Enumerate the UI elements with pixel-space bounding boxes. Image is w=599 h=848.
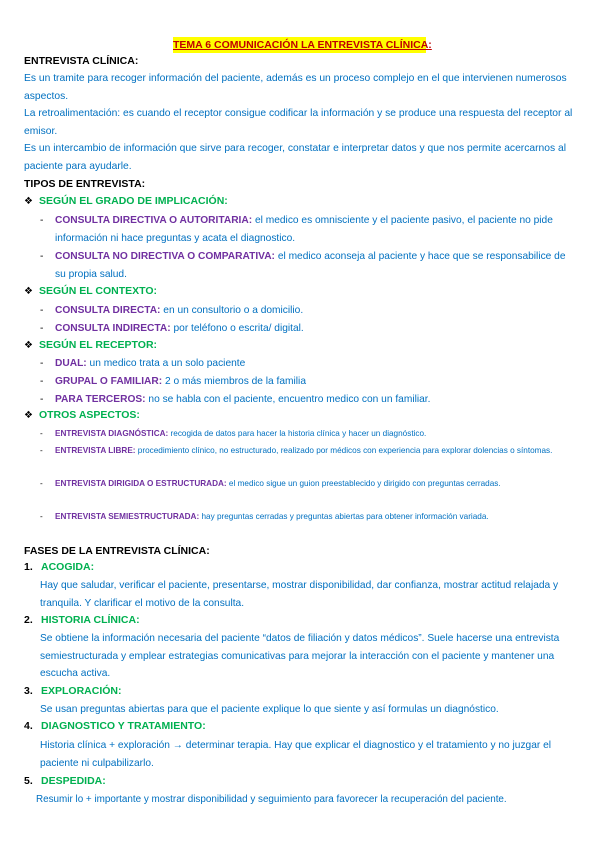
diamond-bullet-icon: ❖: [24, 196, 33, 207]
phase-title: ACOGIDA:: [41, 561, 95, 573]
item-text: en un consultorio o a domicilio.: [163, 305, 304, 316]
dash-bullet-icon: -: [40, 323, 44, 334]
item-text: el medico aconseja al paciente y hace que se responsabilice de su propia salud.: [55, 251, 566, 280]
item-label: CONSULTA DIRECTIVA O AUTORITARIA:: [55, 215, 253, 226]
item-label: ENTREVISTA LIBRE:: [55, 446, 136, 455]
dash-bullet-icon: -: [40, 358, 44, 369]
phase-text: Hay que saludar, verificar el paciente, presentarse, mostrar disponibilidad, dar confianza, mostrar actitud relajada y tranquila. Y clarificar el motivo de la consulta.: [40, 580, 559, 609]
diamond-bullet-icon: ❖: [24, 286, 33, 297]
phase-heading: [24, 685, 122, 697]
phase-number: 2.: [24, 614, 33, 626]
phase-title: DIAGNOSTICO Y TRATAMIENTO:: [41, 720, 206, 732]
item-text: hay preguntas cerradas y preguntas abiertas para obtener información variada.: [201, 512, 489, 521]
item-text: el medico es omnisciente y el paciente pasivo, el paciente no pide información ni hace preguntas y acata el diagnostico.: [55, 215, 553, 244]
phase-title: DESPEDIDA:: [41, 775, 106, 787]
list-item: [40, 426, 570, 441]
group-title: SEGÚN EL GRADO DE IMPLICACIÓN:: [38, 195, 228, 207]
group-heading-contexto: [24, 285, 157, 297]
item-label: ENTREVISTA DIAGNÓSTICA:: [55, 429, 169, 438]
item-label: GRUPAL O FAMILIAR:: [55, 376, 163, 387]
list-item: [40, 302, 570, 320]
group-heading-implicacion: [24, 195, 228, 207]
item-label: PARA TERCEROS:: [55, 394, 146, 405]
item-text: recogida de datos para hacer la historia clínica y hacer un diagnóstico.: [170, 429, 427, 438]
document-title: TEMA 6 COMUNICACIÓN LA ENTREVISTA CLÍNICA:: [173, 39, 432, 51]
paragraph-retroalimentacion: La retroalimentación: es cuando el receptor consigue codificar la información y se produce una respuesta del receptor al emisor.: [24, 108, 573, 137]
item-label: DUAL:: [55, 358, 87, 369]
list-item: [40, 320, 570, 338]
group-title: OTROS ASPECTOS:: [38, 409, 140, 421]
phase-heading: [24, 720, 206, 732]
phase-number: 1.: [24, 561, 33, 573]
dash-bullet-icon: -: [40, 512, 43, 521]
phase-heading: [24, 775, 106, 787]
item-text: no se habla con el paciente, encuentro medico con un familiar.: [148, 394, 431, 405]
phase-title: HISTORIA CLÍNICA:: [41, 614, 140, 626]
section-heading-tipos: TIPOS DE ENTREVISTA:: [24, 178, 146, 190]
item-label: ENTREVISTA DIRIGIDA O ESTRUCTURADA:: [55, 479, 227, 488]
dash-bullet-icon: -: [40, 305, 44, 316]
list-item: [40, 509, 570, 524]
item-text: un medico trata a un solo paciente: [89, 358, 246, 369]
phase-text: Se usan preguntas abiertas para que el paciente explique lo que siente y así formulas un diagnóstico.: [40, 704, 499, 715]
paragraph-intercambio: Es un intercambio de información que sirve para recoger, constatar e interpretar datos y que nos permite acercarnos al paciente para ayudarle.: [24, 143, 567, 172]
phase-heading: [24, 561, 94, 573]
item-text: el medico sigue un guion preestablecido y dirigido con preguntas cerradas.: [228, 479, 501, 488]
list-item: [40, 373, 570, 391]
phase-heading: [24, 614, 140, 626]
list-item: [40, 248, 570, 283]
dash-bullet-icon: -: [40, 394, 44, 405]
dash-bullet-icon: -: [40, 215, 44, 226]
group-heading-otros: [24, 409, 140, 421]
group-title: SEGÚN EL RECEPTOR:: [38, 339, 158, 351]
list-item: [40, 212, 570, 247]
item-text: procedimiento clínico, no estructurado, realizado por médicos con experiencia para explorar dolencias o síntomas.: [137, 446, 553, 455]
paragraph-definition: Es un tramite para recoger información del paciente, además es un proceso complejo en el que intervienen numerosos aspectos.: [24, 73, 567, 102]
section-heading-fases: FASES DE LA ENTREVISTA CLÍNICA:: [24, 545, 210, 557]
group-title: SEGÚN EL CONTEXTO:: [38, 285, 158, 297]
phase-number: 4.: [24, 720, 33, 732]
list-item: [40, 476, 570, 491]
section-heading-entrevista: ENTREVISTA CLÍNICA:: [24, 55, 139, 67]
dash-bullet-icon: -: [40, 429, 43, 438]
phase-title: EXPLORACIÓN:: [41, 685, 122, 697]
list-item: [40, 391, 570, 409]
dash-bullet-icon: -: [40, 251, 44, 262]
dash-bullet-icon: -: [40, 479, 43, 488]
phase-number: 3.: [24, 685, 33, 697]
phase-number: 5.: [24, 775, 33, 787]
item-label: CONSULTA DIRECTA:: [55, 305, 161, 316]
diamond-bullet-icon: ❖: [24, 410, 33, 421]
phase-text: Historia clínica + exploración → determinar terapia. Hay que explicar el diagnostico y el tratamiento y no juzgar el paciente ni culpabilizarlo.: [40, 740, 552, 769]
item-text: 2 o más miembros de la familia: [165, 376, 306, 387]
item-label: ENTREVISTA SEMIESTRUCTURADA:: [55, 512, 200, 521]
item-text: por teléfono o escrita/ digital.: [173, 323, 304, 334]
phase-text: Resumir lo + importante y mostrar disponibilidad y seguimiento para favorecer la recuperación del paciente.: [36, 794, 507, 805]
dash-bullet-icon: -: [40, 376, 44, 387]
phase-text: Se obtiene la información necesaria del paciente “datos de filiación y datos médicos”. Suele hacerse una entrevista semiestructurada y emplear estrategias comunicativas para mejorar la interacción con el paciente y mantener una escucha activa.: [40, 633, 560, 679]
list-item: [40, 443, 570, 458]
item-label: CONSULTA INDIRECTA:: [55, 323, 171, 334]
dash-bullet-icon: -: [40, 446, 43, 455]
list-item: [40, 355, 570, 373]
group-heading-receptor: [24, 339, 157, 351]
item-label: CONSULTA NO DIRECTIVA O COMPARATIVA:: [55, 251, 275, 262]
diamond-bullet-icon: ❖: [24, 340, 33, 351]
